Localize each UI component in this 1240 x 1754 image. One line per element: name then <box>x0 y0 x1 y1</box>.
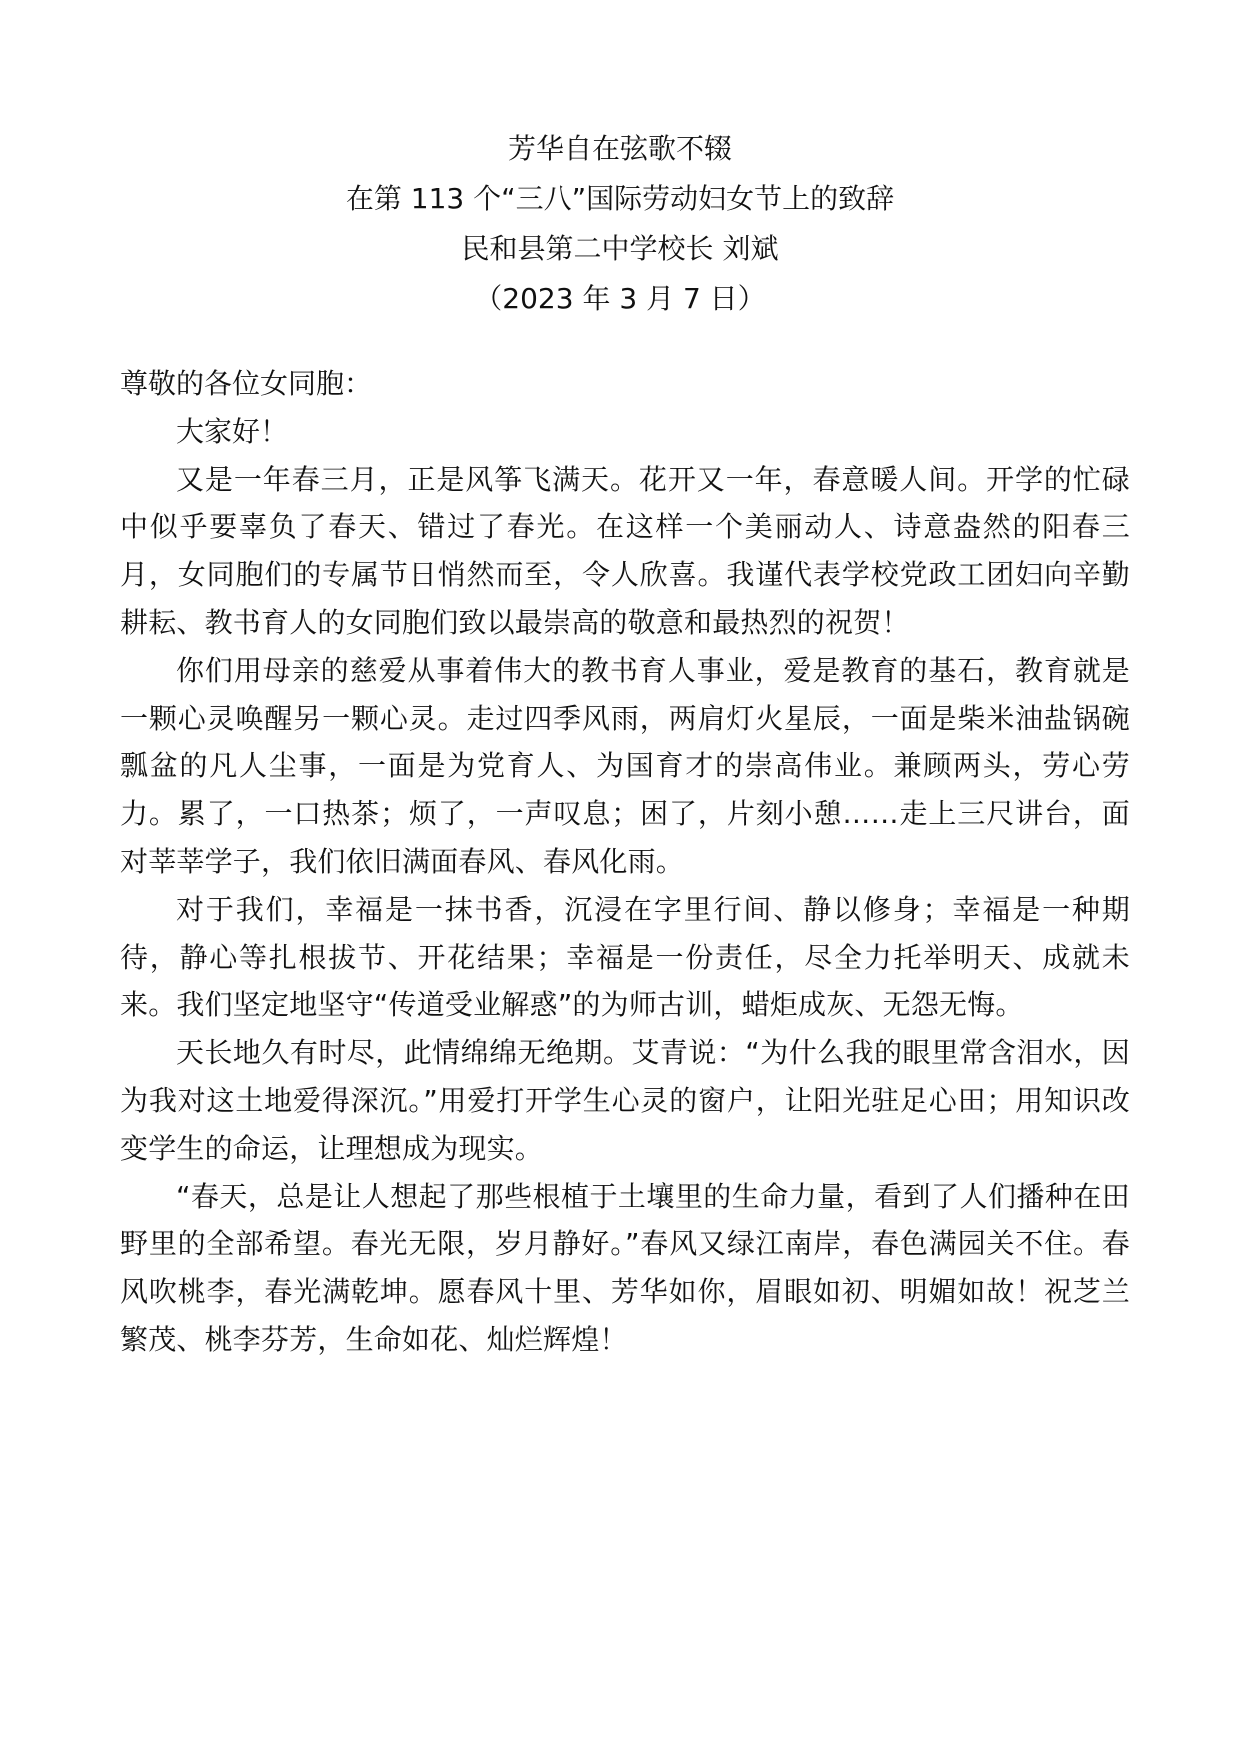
paragraph: 对于我们，幸福是一抹书香，沉浸在字里行间、静以修身；幸福是一种期待，静心等扎根拔节、开花结果；幸福是一份责任，尽全力托举明天、成就未来。我们坚定地坚守“传道受业解惑”的为师古训，蜡炬成灰、无怨无悔。 <box>120 892 1130 1022</box>
greeting: 大家好！ <box>176 414 289 448</box>
document-author: 民和县第二中学校长 刘斌 <box>461 232 779 265</box>
document-header <box>120 124 1120 324</box>
document-body <box>120 360 1130 1364</box>
salutation: 尊敬的各位女同胞： <box>120 367 373 400</box>
document-date: （2023 年 3 月 7 日） <box>474 282 766 315</box>
paragraph: “春天，总是让人想起了那些根植于土壤里的生命力量，看到了人们播种在田野里的全部希望。春光无限，岁月静好。”春风又绿江南岸，春色满园关不住。春风吹桃李，春光满乾坤。愿春风十里、芳华如你，眉眼如初、明媚如故！祝芝兰繁茂、桃李芬芳，生命如花、灿烂辉煌！ <box>120 1179 1130 1356</box>
document-subtitle: 在第 113 个“三八”国际劳动妇女节上的致辞 <box>345 182 895 215</box>
paragraph: 你们用母亲的慈爱从事着伟大的教书育人事业，爱是教育的基石，教育就是一颗心灵唤醒另一颗心灵。走过四季风雨，两肩灯火星辰，一面是柴米油盐锅碗瓢盆的凡人尘事，一面是为党育人、为国育才的崇高伟业。兼顾两头，劳心劳力。累了，一口热茶；烦了，一声叹息；困了，片刻小憩……走上三尺讲台，面对莘莘学子，我们依旧满面春风、春风化雨。 <box>120 653 1130 878</box>
paragraph: 又是一年春三月，正是风筝飞满天。花开又一年，春意暖人间。开学的忙碌中似乎要辜负了春天、错过了春光。在这样一个美丽动人、诗意盎然的阳春三月，女同胞们的专属节日悄然而至，令人欣喜。我谨代表学校党政工团妇向辛勤耕耘、教书育人的女同胞们致以最崇高的敬意和最热烈的祝贺！ <box>120 462 1130 639</box>
document-title: 芳华自在弦歌不辍 <box>507 132 732 165</box>
paragraph: 天长地久有时尽，此情绵绵无绝期。艾青说：“为什么我的眼里常含泪水，因为我对这土地爱得深沉。”用爱打开学生心灵的窗户，让阳光驻足心田；用知识改变学生的命运，让理想成为现实。 <box>120 1036 1130 1165</box>
